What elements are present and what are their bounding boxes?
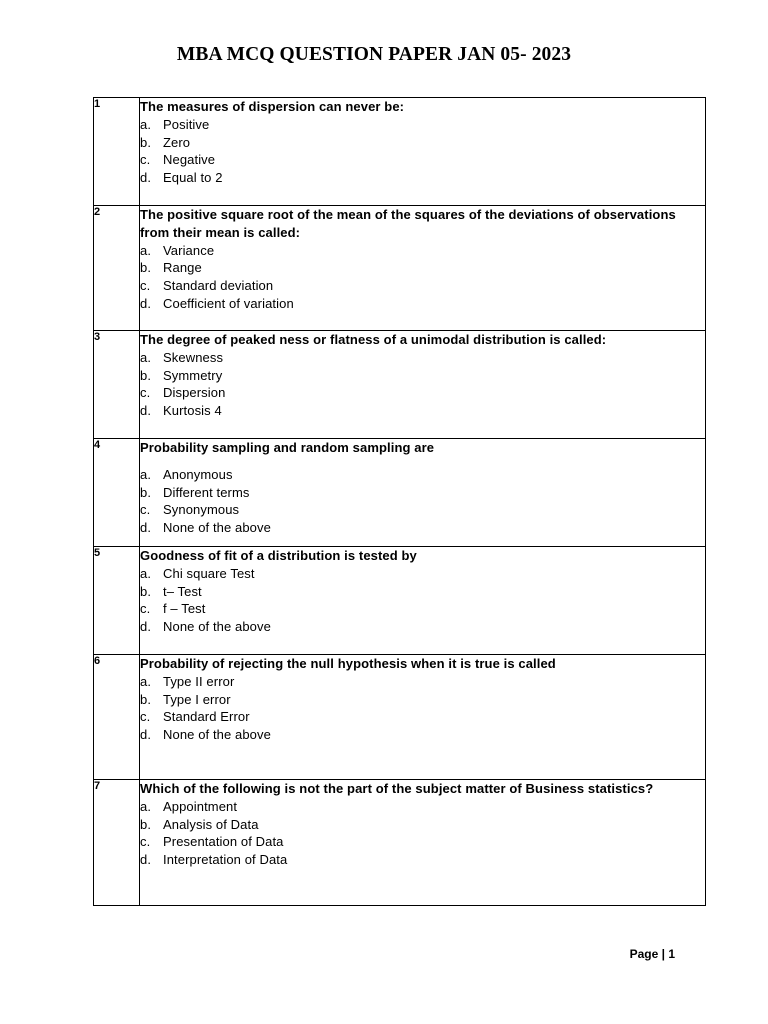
option-item [140, 691, 705, 709]
option-text: None of the above [163, 619, 271, 635]
option-item [140, 565, 705, 583]
option-letter: d. [140, 403, 152, 419]
page-number: Page | 1 [629, 947, 675, 961]
question-text: The degree of peaked ness or flatness of a unimodal distribution is called: [140, 332, 607, 347]
option-item [140, 816, 705, 834]
question-text: Probability sampling and random sampling are [140, 440, 435, 455]
option-letter: c. [140, 278, 151, 294]
option-letter: a. [140, 466, 152, 482]
option-item [140, 169, 705, 187]
option-text: Variance [163, 242, 215, 258]
option-letter: a. [140, 565, 152, 581]
option-letter: d. [140, 852, 152, 868]
option-text: Kurtosis 4 [163, 403, 222, 419]
option-text: Chi square Test [163, 565, 255, 581]
option-letter: b. [140, 484, 152, 500]
question-text: Goodness of fit of a distribution is tested by [140, 548, 417, 563]
question-text: The measures of dispersion can never be: [140, 99, 405, 114]
question-row [94, 206, 706, 331]
option-item [140, 116, 705, 134]
option-item [140, 484, 705, 502]
option-letter: c. [140, 709, 151, 725]
question-cell [140, 206, 706, 331]
option-letter: a. [140, 798, 152, 814]
option-text: None of the above [163, 520, 271, 536]
option-letter: c. [140, 152, 151, 168]
question-text: Probability of rejecting the null hypothesis when it is true is called [140, 656, 556, 671]
option-text: Type I error [163, 691, 231, 707]
option-item [140, 600, 705, 618]
option-letter: b. [140, 260, 152, 276]
option-item [140, 851, 705, 869]
option-text: Analysis of Data [163, 816, 259, 832]
option-item [140, 798, 705, 816]
option-item [140, 466, 705, 484]
option-text: None of the above [163, 727, 271, 743]
option-letter: d. [140, 295, 152, 311]
option-item [140, 673, 705, 691]
question-number: 6 [94, 655, 140, 780]
option-text: Skewness [163, 349, 224, 365]
question-cell [140, 547, 706, 655]
option-text: Presentation of Data [163, 834, 284, 850]
option-text: Different terms [163, 484, 250, 500]
option-text: Standard deviation [163, 278, 274, 294]
option-item [140, 519, 705, 537]
option-item [140, 295, 705, 313]
page-title: MBA MCQ QUESTION PAPER JAN 05- 2023 [176, 44, 572, 65]
option-letter: b. [140, 816, 152, 832]
option-text: Standard Error [163, 709, 250, 725]
question-cell [140, 439, 706, 547]
option-item [140, 277, 705, 295]
option-text: Appointment [163, 798, 238, 814]
question-row [94, 98, 706, 206]
option-item [140, 384, 705, 402]
option-text: Negative [163, 152, 216, 168]
option-item [140, 242, 705, 260]
question-number: 5 [94, 547, 140, 655]
option-letter: a. [140, 242, 152, 258]
option-letter: d. [140, 520, 152, 536]
option-letter: c. [140, 834, 151, 850]
option-text: f – Test [163, 601, 206, 617]
option-letter: b. [140, 583, 152, 599]
option-text: Range [163, 260, 202, 276]
option-letter: c. [140, 502, 151, 518]
option-item [140, 708, 705, 726]
option-letter: b. [140, 134, 152, 150]
question-row [94, 439, 706, 547]
option-text: Dispersion [163, 385, 226, 401]
option-text: Coefficient of variation [163, 295, 294, 311]
question-cell [140, 655, 706, 780]
option-letter: c. [140, 385, 151, 401]
option-item [140, 259, 705, 277]
option-letter: d. [140, 619, 152, 635]
option-text: Symmetry [163, 367, 223, 383]
option-item [140, 618, 705, 636]
option-letter: a. [140, 673, 152, 689]
option-item [140, 402, 705, 420]
question-number: 1 [94, 98, 140, 206]
option-letter: c. [140, 601, 151, 617]
option-text: t– Test [163, 583, 202, 599]
question-row [94, 655, 706, 780]
option-letter: d. [140, 727, 152, 743]
option-text: Zero [163, 134, 191, 150]
option-text: Positive [163, 116, 210, 132]
question-row [94, 780, 706, 906]
option-text: Anonymous [163, 466, 233, 482]
option-letter: a. [140, 116, 152, 132]
question-row [94, 331, 706, 439]
option-letter: b. [140, 691, 152, 707]
question-text: The positive square root of the mean of the squares of the deviations of observations from their mean is called: [140, 207, 676, 240]
option-item [140, 367, 705, 385]
option-text: Interpretation of Data [163, 852, 288, 868]
question-number: 7 [94, 780, 140, 906]
option-item [140, 583, 705, 601]
option-letter: d. [140, 170, 152, 186]
option-letter: b. [140, 367, 152, 383]
option-text: Synonymous [163, 502, 240, 518]
question-number: 3 [94, 331, 140, 439]
question-cell [140, 331, 706, 439]
option-letter: a. [140, 349, 152, 365]
option-item [140, 151, 705, 169]
option-text: Type II error [163, 673, 235, 689]
question-number: 4 [94, 439, 140, 547]
option-item [140, 349, 705, 367]
option-item [140, 833, 705, 851]
question-text: Which of the following is not the part of the subject matter of Business statistics? [140, 781, 654, 796]
question-cell [140, 780, 706, 906]
question-number: 2 [94, 206, 140, 331]
question-table [93, 97, 706, 906]
option-item [140, 134, 705, 152]
question-row [94, 547, 706, 655]
option-item [140, 501, 705, 519]
option-text: Equal to 2 [163, 170, 223, 186]
option-item [140, 726, 705, 744]
question-cell [140, 98, 706, 206]
